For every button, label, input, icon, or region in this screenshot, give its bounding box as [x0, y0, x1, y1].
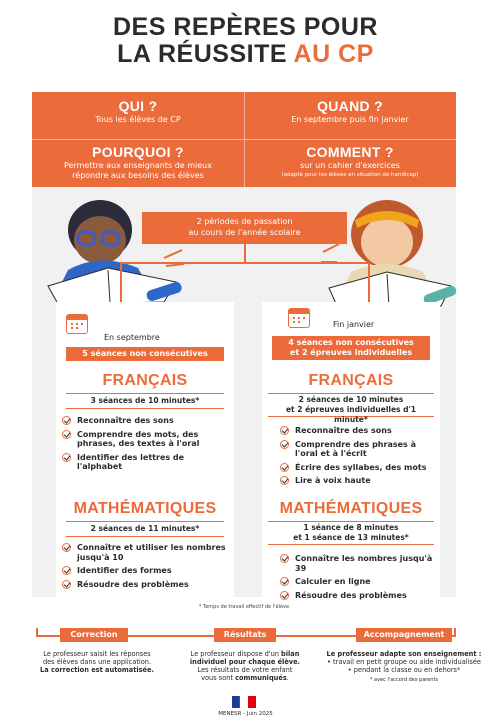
check-circle-icon [62, 566, 71, 575]
list-item: Résoudre des problèmes [62, 580, 230, 590]
footer-text: MENESR - Juin 2025 [218, 711, 273, 717]
left-sessions: 5 séances non consécutives [66, 347, 224, 361]
pourquoi-heading: POURQUOI ? [92, 144, 184, 160]
list-item: Reconnaître des sons [280, 426, 436, 436]
list-item: Lire à voix haute [280, 476, 436, 486]
check-circle-icon [280, 476, 289, 485]
left-math-list [62, 543, 230, 593]
right-french-timing: 2 séances de 10 minutes et 2 épreuves individuelles d'1 minute* [268, 393, 434, 417]
list-item: Résoudre des problèmes [280, 591, 436, 601]
right-math-title: MATHÉMATIQUES [279, 500, 423, 517]
qui-heading: QUI ? [118, 98, 158, 114]
girl-reading-illustration [315, 192, 460, 310]
check-circle-icon [62, 416, 71, 425]
info-qui [34, 98, 242, 125]
check-circle-icon [62, 543, 71, 552]
right-when: Fin janvier [333, 320, 375, 329]
check-circle-icon [280, 577, 289, 586]
check-circle-icon [280, 426, 289, 435]
title-line-2 [0, 41, 491, 68]
page-title [0, 14, 491, 68]
quand-text: En septembre puis fin janvier [291, 115, 409, 124]
periods-line-2: au cours de l'année scolaire [188, 228, 301, 237]
check-circle-icon [62, 453, 71, 462]
republic-flag-logo [232, 696, 258, 708]
check-circle-icon [62, 430, 71, 439]
correction-text: Le professeur saisit les réponses des élèves dans une application. La correction est automatisée. [40, 650, 154, 674]
comment-text: sur un cahier d'exercices [300, 161, 400, 170]
left-french-timing: 3 séances de 10 minutes* [66, 393, 224, 409]
check-circle-icon [62, 580, 71, 589]
info-comment [246, 144, 454, 179]
bottom-line-right-tick [454, 628, 456, 636]
list-item: Reconnaître des sons [62, 416, 230, 426]
calendar-icon [288, 308, 310, 328]
right-math-timing: 1 séance de 8 minutes et 1 séance de 13 minutes* [268, 521, 434, 545]
left-math-timing: 2 séances de 11 minutes* [66, 521, 224, 537]
title-line-2b: AU CP [293, 40, 374, 68]
connector-left [120, 262, 122, 302]
tag-correction: Correction [60, 628, 128, 642]
right-sessions: 4 séances non consécutives et 2 épreuves individuelles [272, 336, 430, 360]
qui-text: Tous les élèves de CP [95, 115, 181, 124]
list-item: Connaître les nombres jusqu'à 39 [280, 554, 436, 573]
list-item: Calculer en ligne [280, 577, 436, 587]
tag-accompagnement: Accompagnement [356, 628, 452, 642]
right-french-list [280, 426, 436, 490]
left-when: En septembre [104, 333, 160, 342]
periods-line-1: 2 périodes de passation [196, 217, 293, 226]
info-pourquoi [34, 144, 242, 181]
connector-bar [120, 262, 370, 264]
list-item: Identifier des formes [62, 566, 230, 576]
left-french-title: FRANÇAIS [102, 372, 188, 389]
pourquoi-text-1: Permettre aux enseignants de mieux [64, 161, 212, 170]
check-circle-icon [280, 591, 289, 600]
comment-heading: COMMENT ? [306, 144, 394, 160]
periods-box [142, 212, 347, 244]
info-grid [32, 92, 456, 187]
right-math-list [280, 554, 436, 604]
boy-reading-illustration [38, 190, 188, 308]
footnote: * Temps de travail effectif de l'élève [198, 604, 290, 610]
list-item: Comprendre des mots, des phrases, des textes à l'oral [62, 430, 230, 449]
title-line-1: DES REPÈRES POUR [112, 13, 378, 41]
list-item: Comprendre des phrases à l'oral et à l'écrit [280, 440, 436, 459]
title-line-2a: LA RÉUSSITE [117, 40, 294, 68]
left-french-list [62, 416, 230, 476]
accompagnement-text: Le professeur adapte son enseignement : • travail en petit groupe ou aide individualisée • pendant la classe ou en dehors* * avec l'accord des parents [326, 650, 482, 683]
list-item: Identifier des lettres de l'alphabet [62, 453, 230, 472]
list-item: Connaître et utiliser les nombres jusqu'à 10 [62, 543, 230, 562]
check-circle-icon [280, 554, 289, 563]
calendar-icon [66, 314, 88, 334]
resultats-text: Le professeur dispose d'un bilan individuel pour chaque élève. Les résultats de votre enfant vous sont communiqués. [189, 650, 301, 682]
info-divider-horizontal [32, 139, 456, 140]
check-circle-icon [280, 440, 289, 449]
list-item: Écrire des syllabes, des mots [280, 463, 436, 473]
connector-stem [244, 244, 246, 264]
info-quand [246, 98, 454, 125]
pourquoi-text-2: répondre aux besoins des élèves [72, 171, 204, 180]
connector-right [368, 262, 370, 302]
comment-small: (adapté pour les élèves en situation de handicap) [281, 172, 419, 178]
left-math-title: MATHÉMATIQUES [73, 500, 217, 517]
tag-resultats: Résultats [214, 628, 276, 642]
right-french-title: FRANÇAIS [308, 372, 394, 389]
check-circle-icon [280, 463, 289, 472]
quand-heading: QUAND ? [317, 98, 383, 114]
